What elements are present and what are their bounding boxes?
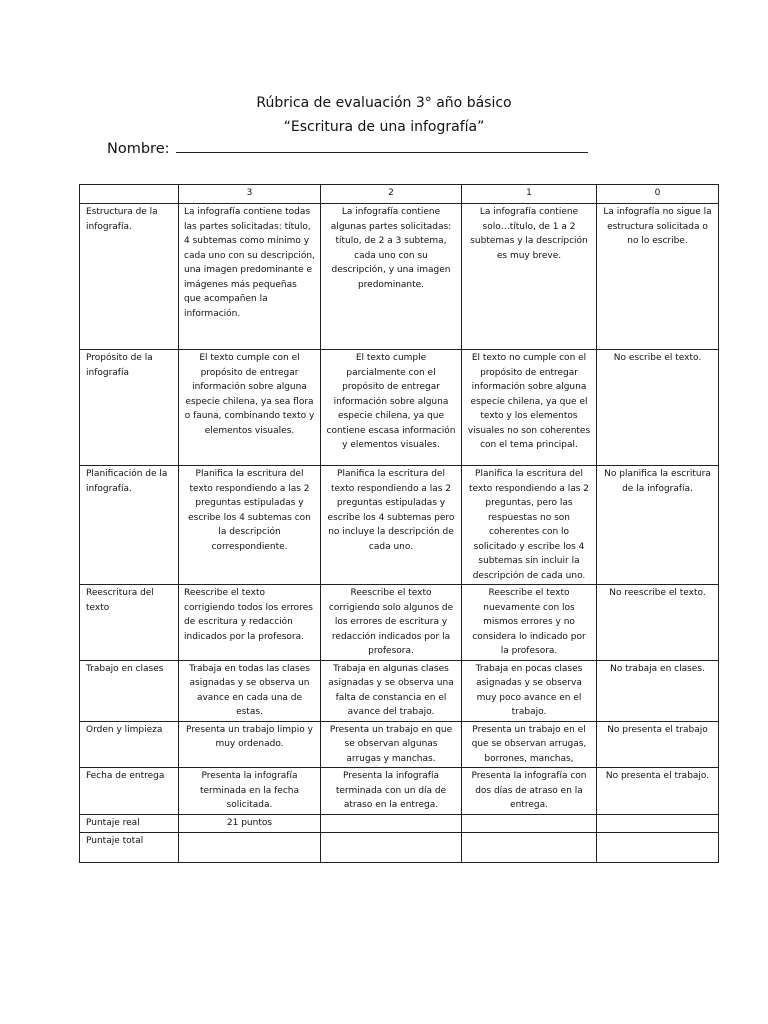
level-1-cell: El texto no cumple con el propósito de entregar información sobre alguna especie chilena, ya que el texto y los elementos visuales no son coherentes con el tema principal.: [462, 350, 597, 466]
table-row: [80, 204, 719, 350]
level-0-cell: No presenta el trabajo: [597, 721, 719, 768]
criterion-cell: Propósito de la infografía: [80, 350, 179, 466]
table-row: [80, 832, 719, 862]
level-2-cell: Presenta un trabajo en que se observan algunas arrugas y manchas.: [321, 721, 462, 768]
level-2-cell: El texto cumple parcialmente con el propósito de entregar información sobre alguna especie chilena, ya que contiene escasa información y elementos visuales.: [321, 350, 462, 466]
level-1-cell: [462, 814, 597, 832]
table-row: [80, 350, 719, 466]
level-2-cell: [321, 814, 462, 832]
level-1-cell: Planifica la escritura del texto respondiendo a las 2 preguntas, pero las respuestas no son coherentes con lo solicitado y escribe los 4 subtemas sin incluir la descripción de cada uno.: [462, 466, 597, 585]
level-3-cell: La infografía contiene todas las partes solicitadas: título, 4 subtemas como mínimo y cada uno con su descripción, una imagen predominante e imágenes más pequeñas que acompañen la información.: [179, 204, 321, 350]
level-3-cell: El texto cumple con el propósito de entregar información sobre alguna especie chilena, ya sea flora o fauna, combinando texto y elementos visuales.: [179, 350, 321, 466]
header-row: [80, 185, 719, 204]
table-row: [80, 768, 719, 815]
name-field: [107, 141, 588, 157]
level-3-cell: Reescribe el texto corrigiendo todos los errores de escritura y redacción indicados por la profesora.: [179, 585, 321, 661]
level-0-cell: No planifica la escritura de la infografía.: [597, 466, 719, 585]
header-cell-level-2: 2: [321, 185, 462, 204]
level-0-cell: La infografía no sigue la estructura solicitada o no lo escribe.: [597, 204, 719, 350]
level-1-cell: Presenta un trabajo en el que se observan arrugas, borrones, manchas,: [462, 721, 597, 768]
header-cell-level-3: 3: [179, 185, 321, 204]
level-1-cell: Presenta la infografía con dos días de atraso en la entrega.: [462, 768, 597, 815]
name-blank-line: [176, 151, 588, 153]
header-cell-level-0: 0: [597, 185, 719, 204]
table-row: [80, 466, 719, 585]
level-0-cell: No trabaja en clases.: [597, 660, 719, 721]
level-3-cell: 21 puntos: [179, 814, 321, 832]
level-1-cell: [462, 832, 597, 862]
level-2-cell: Planifica la escritura del texto respondiendo a las 2 preguntas estipuladas y escribe los 4 subtemas pero no incluye la descripción de cada uno.: [321, 466, 462, 585]
level-0-cell: [597, 832, 719, 862]
level-1-cell: La infografía contiene solo…título, de 1 a 2 subtemas y la descripción es muy breve.: [462, 204, 597, 350]
level-3-cell: Planifica la escritura del texto respondiendo a las 2 preguntas estipuladas y escribe los 4 subtemas con la descripción correspondiente.: [179, 466, 321, 585]
header-cell-level-1: 1: [462, 185, 597, 204]
level-0-cell: No reescribe el texto.: [597, 585, 719, 661]
criterion-cell: Puntaje real: [80, 814, 179, 832]
table-row: [80, 721, 719, 768]
level-3-cell: Trabaja en todas las clases asignadas y se observa un avance en cada una de estas.: [179, 660, 321, 721]
criterion-cell: Fecha de entrega: [80, 768, 179, 815]
criterion-cell: Orden y limpieza: [80, 721, 179, 768]
rubric-table: [79, 184, 719, 863]
criterion-cell: Trabajo en clases: [80, 660, 179, 721]
level-1-cell: Trabaja en pocas clases asignadas y se observa muy poco avance en el trabajo.: [462, 660, 597, 721]
level-0-cell: [597, 814, 719, 832]
level-2-cell: La infografía contiene algunas partes solicitadas: título, de 2 a 3 subtema, cada uno con su descripción, y una imagen predominante.: [321, 204, 462, 350]
level-2-cell: [321, 832, 462, 862]
document-title: Rúbrica de evaluación 3° año básico: [256, 95, 512, 111]
level-3-cell: Presenta un trabajo limpio y muy ordenado.: [179, 721, 321, 768]
name-label: Nombre:: [107, 141, 170, 157]
level-2-cell: Presenta la infografía terminada con un día de atraso en la entrega.: [321, 768, 462, 815]
criterion-cell: Reescritura del texto: [80, 585, 179, 661]
criterion-cell: Estructura de la infografía.: [80, 204, 179, 350]
level-0-cell: No presenta el trabajo.: [597, 768, 719, 815]
level-2-cell: Trabaja en algunas clases asignadas y se observa una falta de constancia en el avance del trabajo.: [321, 660, 462, 721]
document-subtitle: “Escritura de una infografía”: [283, 119, 485, 135]
level-3-cell: Presenta la infografía terminada en la fecha solicitada.: [179, 768, 321, 815]
header-cell-criterion: [80, 185, 179, 204]
criterion-cell: Planificación de la infografía.: [80, 466, 179, 585]
criterion-cell: Puntaje total: [80, 832, 179, 862]
level-1-cell: Reescribe el texto nuevamente con los mismos errores y no considera lo indicado por la profesora.: [462, 585, 597, 661]
level-2-cell: Reescribe el texto corrigiendo solo algunos de los errores de escritura y redacción indicados por la profesora.: [321, 585, 462, 661]
table-row: [80, 585, 719, 661]
level-0-cell: No escribe el texto.: [597, 350, 719, 466]
level-3-cell: [179, 832, 321, 862]
table-row: [80, 660, 719, 721]
table-row: [80, 814, 719, 832]
